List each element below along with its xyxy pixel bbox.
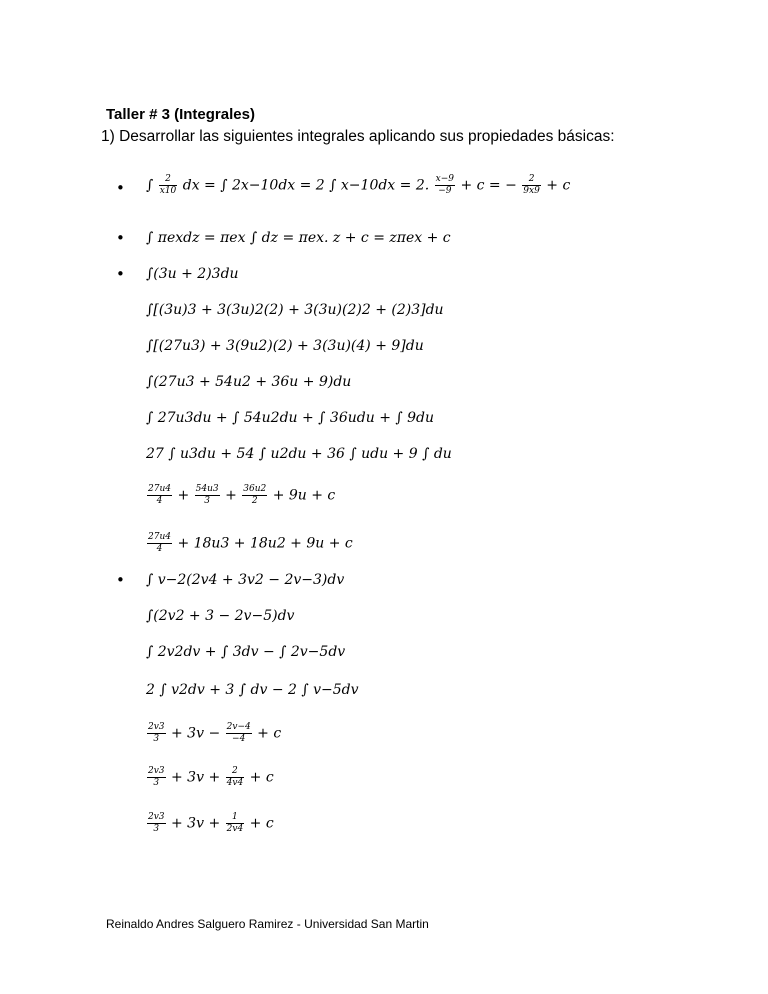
- problem-4-line: ∫ v−2(2v4 + 3v2 − 2v−3)dv: [146, 572, 345, 588]
- page-title: Taller # 3 (Integrales): [106, 106, 255, 123]
- equation-text: dx = ∫ 2x−10dx = 2 ∫ x−10dx = 2.: [182, 177, 430, 194]
- numerator: 2v−4: [226, 722, 251, 732]
- denominator: 9x9: [523, 186, 540, 196]
- step-line: ∫(27u3 + 54u2 + 36u + 9)du: [146, 374, 352, 390]
- exercise-instruction: 1) Desarrollar las siguientes integrales aplicando sus propiedades básicas:: [101, 128, 615, 145]
- equation-text: + c: [249, 769, 274, 786]
- fraction: [522, 174, 541, 197]
- denominator: 4: [156, 496, 163, 506]
- step-line: [146, 532, 353, 555]
- step-line: [146, 766, 274, 789]
- bullet-4: •: [116, 571, 125, 589]
- equation-text: +: [225, 487, 237, 504]
- equation-text: + c: [257, 725, 282, 742]
- fraction: [242, 484, 267, 507]
- fraction: [147, 532, 172, 555]
- bullet-1: •: [116, 179, 125, 197]
- denominator: 2: [251, 496, 258, 506]
- equation-text: +: [177, 487, 190, 504]
- numerator: 2v3: [148, 722, 165, 732]
- equation-text: + c: [249, 815, 274, 832]
- problem-2-line: ∫ πexdz = πex ∫ dz = πex. z + c = zπex + c: [146, 230, 451, 246]
- numerator: 27u4: [148, 484, 171, 494]
- equation-text: + 9u + c: [272, 487, 336, 504]
- step-line: ∫[(27u3) + 3(9u2)(2) + 3(3u)(4) + 9]du: [146, 338, 424, 354]
- step-line: [146, 484, 335, 507]
- step-line: ∫[(3u)3 + 3(3u)2(2) + 3(3u)(2)2 + (2)3]du: [146, 302, 444, 318]
- denominator: 3: [153, 824, 160, 834]
- denominator: x10: [159, 186, 177, 196]
- numerator: 36u2: [243, 484, 267, 494]
- numerator: 2v3: [148, 766, 165, 776]
- bullet-2: •: [116, 229, 125, 247]
- denominator: 3: [153, 778, 160, 788]
- step-line: [146, 812, 274, 835]
- numerator: 2: [159, 174, 178, 186]
- problem-3-line: ∫(3u + 2)3du: [146, 266, 239, 282]
- equation-text: + 3v +: [171, 769, 221, 786]
- problem-1-line: [146, 174, 570, 197]
- fraction: [147, 812, 166, 835]
- equation-text: + 3v +: [171, 815, 221, 832]
- step-line: [146, 722, 281, 745]
- equation-text: + 3v −: [171, 725, 221, 742]
- step-line: ∫(2v2 + 3 − 2v−5)dv: [146, 608, 295, 624]
- denominator: −4: [232, 734, 246, 744]
- numerator: x−9: [435, 174, 454, 184]
- numerator: 54u3: [195, 484, 219, 494]
- fraction: [226, 766, 245, 789]
- fraction: [195, 484, 220, 507]
- denominator: 2v4: [226, 824, 244, 834]
- equation-text: + c: [546, 177, 571, 194]
- denominator: 3: [153, 734, 160, 744]
- integral-sign: ∫: [146, 177, 154, 194]
- fraction: [147, 766, 166, 789]
- step-line: 27 ∫ u3du + 54 ∫ u2du + 36 ∫ udu + 9 ∫ du: [146, 446, 452, 462]
- page-footer: Reinaldo Andres Salguero Ramirez - Universidad San Martin: [106, 917, 429, 931]
- step-line: ∫ 27u3du + ∫ 54u2du + ∫ 36udu + ∫ 9du: [146, 410, 434, 426]
- denominator: 4v4: [226, 778, 244, 788]
- fraction: [147, 722, 166, 745]
- fraction: [435, 174, 455, 197]
- step-line: 2 ∫ v2dv + 3 ∫ dv − 2 ∫ v−5dv: [146, 682, 359, 698]
- numerator: 2: [522, 174, 541, 186]
- numerator: 1: [226, 812, 245, 824]
- denominator: 4: [156, 544, 163, 554]
- numerator: 2: [226, 766, 245, 778]
- numerator: 27u4: [148, 532, 171, 542]
- equation-text: + c = −: [460, 177, 517, 194]
- denominator: 3: [204, 496, 210, 506]
- step-line: ∫ 2v2dv + ∫ 3dv − ∫ 2v−5dv: [146, 644, 346, 660]
- bullet-3: •: [116, 265, 125, 283]
- fraction: [226, 812, 245, 835]
- fraction: [226, 722, 252, 745]
- fraction: [159, 174, 178, 197]
- denominator: −9: [438, 186, 452, 196]
- numerator: 2v3: [148, 812, 165, 822]
- equation-text: + 18u3 + 18u2 + 9u + c: [177, 535, 353, 552]
- fraction: [147, 484, 172, 507]
